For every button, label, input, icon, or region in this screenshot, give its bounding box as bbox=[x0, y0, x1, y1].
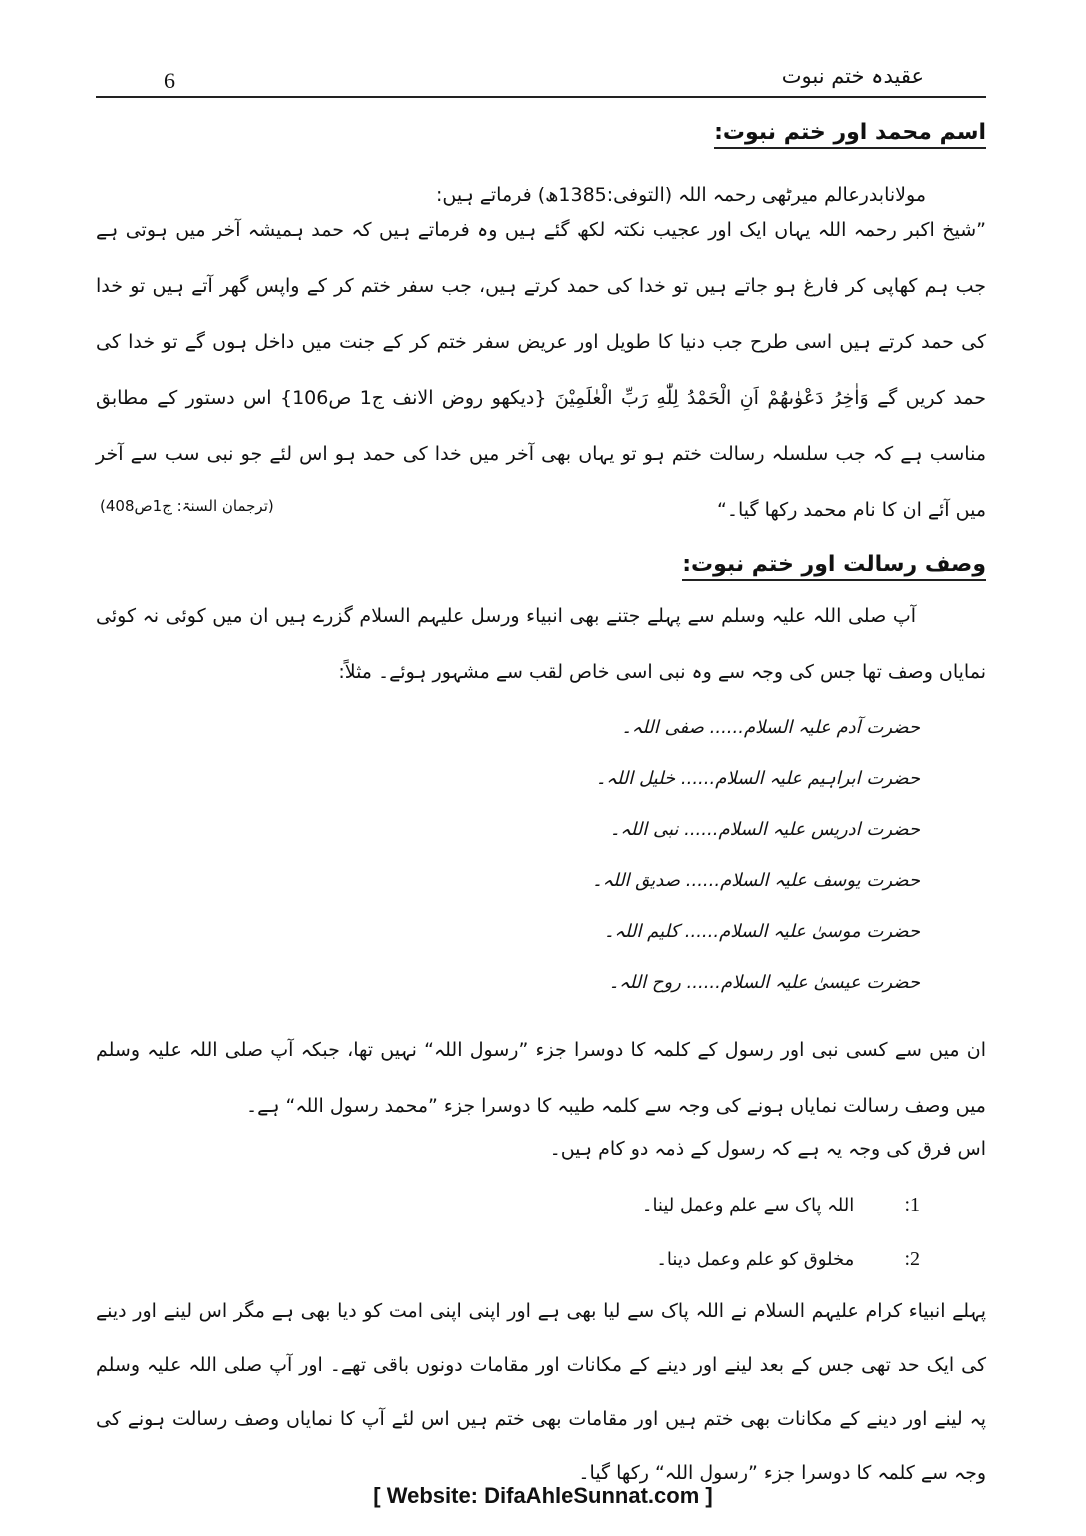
section-1-quote-wrap bbox=[96, 202, 986, 538]
list-item: حضرت ادریس علیہ السلام...... نبی اللہ۔ bbox=[609, 819, 920, 840]
page-number: 6 bbox=[164, 68, 175, 93]
page-header bbox=[96, 60, 986, 98]
section-2-para3: اس فرق کی وجہ یہ ہے کہ رسول کے ذمہ دو کام ہیں۔ bbox=[549, 1138, 986, 1160]
list-item: حضرت آدم علیہ السلام...... صفی اللہ۔ bbox=[621, 717, 920, 738]
section-2-para2: ان میں سے کسی نبی اور رسول کے کلمہ کا دوسرا جزء ”رسول اللہ“ نہیں تھا، جبکہ آپ صلی اللہ علیہ وسلم میں وصف رسالت نمایاں ہونے کی وجہ سے کلمہ طیبہ کا دوسرا جزء ”محمد رسول اللہ“ ہے۔ bbox=[96, 1039, 986, 1117]
book-title: عقیدہ ختم نبوت bbox=[781, 64, 924, 88]
section-1-heading-wrap bbox=[96, 120, 986, 149]
section-1-quote: ”شیخ اکبر رحمہ اللہ یہاں ایک اور عجیب نکتہ لکھ گئے ہیں وہ فرماتے ہیں کہ حمد ہمیشہ آخر میں ہوتی ہے جب ہم کھاپی کر فارغ ہو جاتے ہیں تو خدا کی حمد کرتے ہیں، جب سفر ختم کر کے واپس گھر آتے ہیں تو خدا کی حمد کرتے ہیں اسی طرح جب دنیا کا طویل اور عریض سفر ختم کر کے جنت میں داخل ہوں گے تو خدا کی حمد کریں گے وَاٰخِرُ دَعْوٰىهُمْ اَنِ الْحَمْدُ لِلّٰهِ رَبِّ الْعٰلَمِيْنَ {دیکھو روض الانف ج1 ص106} اس دستور کے مطابق مناسب ہے کہ جب سلسلہ رسالت ختم ہو تو یہاں بھی آخر میں خدا کی حمد ہو اس لئے جو نبی سب سے آخر میں آئے ان کا نام محمد رکھا گیا۔“ bbox=[96, 219, 986, 521]
section-2-heading-wrap bbox=[96, 552, 986, 581]
duties-list bbox=[220, 1178, 920, 1286]
section-1-intro: مولانابدرعالم میرٹھی رحمہ اللہ (التوفی:1385ھ) فرماتے ہیں: bbox=[435, 184, 926, 206]
section-2-para4: پہلے انبیاء کرام علیہم السلام نے اللہ پاک سے لیا بھی ہے اور اپنی اپنی امت کو دیا بھی ہے مگر اس لینے اور دینے کی ایک حد تھی جس کے بعد لینے اور دینے کے مکانات اور مقامات دونوں باقی تھے۔ اور آپ صلی اللہ علیہ وسلم پہ لینے اور دینے کے مکانات بھی ختم ہیں اور مقامات بھی ختم ہیں اس لئے آپ کا نمایاں وصف رسالت ہونے کی وجہ سے کلمہ کا دوسرا جزء ”رسول اللہ“ رکھا گیا۔ bbox=[96, 1300, 986, 1484]
website-footer: [ Website: DifaAhleSunnat.com ] bbox=[373, 1483, 713, 1508]
list-item bbox=[220, 1178, 920, 1232]
section-1-heading: اسم محمد اور ختم نبوت: bbox=[714, 120, 986, 149]
list-text: مخلوق کو علم وعمل دینا۔ bbox=[656, 1249, 855, 1270]
citation: (ترجمان السنۃ: ج1ص408) bbox=[100, 497, 274, 515]
prophet-titles-list bbox=[220, 702, 920, 1008]
section-2-para3-wrap bbox=[96, 1134, 986, 1164]
section-2-heading: وصف رسالت اور ختم نبوت: bbox=[682, 552, 986, 581]
section-2-intro: آپ صلی اللہ علیہ وسلم سے پہلے جتنے بھی انبیاء ورسل علیہم السلام گزرے ہیں ان میں کوئی نہ کوئی نمایاں وصف تھا جس کی وجہ سے وہ نبی اسی خاص لقب سے مشہور ہوئے۔ مثلاً: bbox=[96, 605, 986, 683]
list-number: 2: bbox=[904, 1248, 920, 1270]
section-2-intro-wrap bbox=[96, 588, 986, 700]
list-item: حضرت موسیٰ علیہ السلام...... کلیم اللہ۔ bbox=[603, 921, 920, 942]
list-item bbox=[220, 1232, 920, 1286]
list-item: حضرت عیسیٰ علیہ السلام...... روح اللہ۔ bbox=[608, 972, 920, 993]
section-2-para4-wrap bbox=[96, 1284, 986, 1500]
list-item: حضرت یوسف علیہ السلام...... صدیق اللہ۔ bbox=[592, 870, 920, 891]
section-2-para2-wrap bbox=[96, 1022, 986, 1134]
list-item: حضرت ابراہیم علیہ السلام...... خلیل اللہ۔ bbox=[595, 768, 920, 789]
list-number: 1: bbox=[904, 1194, 920, 1216]
list-text: اللہ پاک سے علم وعمل لینا۔ bbox=[641, 1195, 855, 1216]
section-1-citation-wrap bbox=[96, 497, 986, 515]
